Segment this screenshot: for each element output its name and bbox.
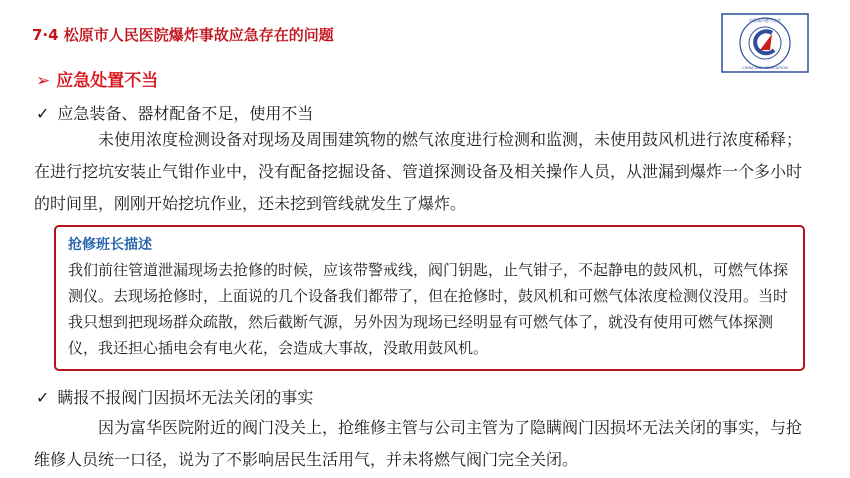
quote-title: 抢修班长描述 — [68, 237, 152, 253]
section-heading-text: 应急处置不当 — [56, 71, 159, 91]
section-heading — [36, 66, 158, 91]
check-icon: ✓ — [36, 104, 50, 123]
equipment-paragraph: 未使用浓度检测设备对现场及周围建筑物的燃气浓度进行检测和监测，未使用鼓风机进行浓度稀释；在进行挖坑安装止气钳作业中，没有配备挖掘设备、管道探测设备及相关操作人员，从泄漏到爆炸一个多小时的时间里，刚刚开始挖坑作业，还未挖到管线就发生了爆炸。 — [34, 130, 803, 213]
check-item-title: 应急装备、器材配备不足，使用不当 — [57, 104, 314, 123]
svg-text:CHINA GAS ASSOCIATION: CHINA GAS ASSOCIATION — [742, 66, 788, 70]
china-gas-association-logo — [720, 12, 810, 74]
check-item-title: 瞒报不报阀门因损坏无法关闭的事实 — [57, 388, 314, 407]
check-item-concealment — [36, 385, 313, 408]
check-icon: ✓ — [36, 388, 50, 407]
slide-title: 7·4 松原市人民医院爆炸事故应急存在的问题 — [32, 26, 334, 44]
check-item-equipment — [36, 101, 313, 124]
arrow-icon: ➢ — [36, 71, 51, 91]
concealment-paragraph: 因为富华医院附近的阀门没关上，抢维修主管与公司主管为了隐瞒阀门因损坏无法关闭的事实，与抢维修人员统一口径，说为了不影响居民生活用气，并未将燃气阀门完全关闭。 — [34, 418, 803, 469]
quote-text: 我们前往管道泄漏现场去抢修的时候，应该带警戒线，阀门钥匙，止气钳子，不起静电的鼓风机，可燃气体探测仪。去现场抢修时，上面说的几个设备我们都带了，但在抢修时，鼓风机和可燃气体浓度检测仪没用。当时我只想到把现场群众疏散，然后截断气源，另外因为现场已经明显有可燃气体了，就没有使用可燃气体探测仪，我还担心插电会有电火花，会造成大事故，没敢用鼓风机。 — [68, 261, 789, 357]
svg-text:中国城市燃气协会: 中国城市燃气协会 — [749, 18, 781, 23]
quote-box — [54, 225, 805, 371]
